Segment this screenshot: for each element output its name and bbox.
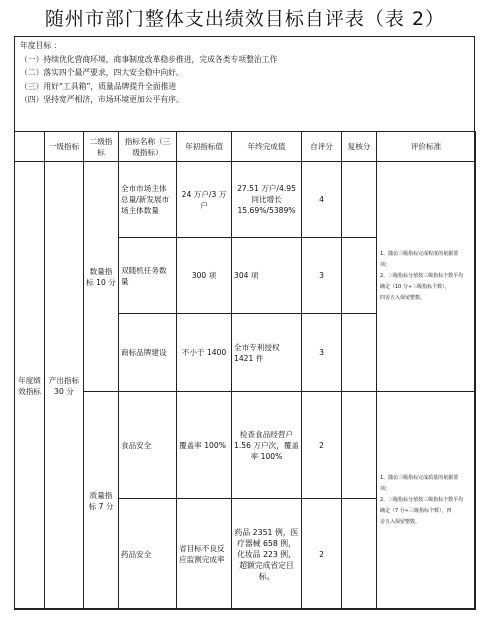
header-level3: 指标名称（三级指标）: [119, 132, 177, 162]
empty-header-cell: [15, 132, 45, 162]
self-score: 4: [302, 162, 342, 238]
goals-label: 年度目标 ：: [20, 41, 62, 50]
standard-line: 四舍五入保留整数。: [380, 295, 426, 301]
table-header-row: [15, 132, 476, 162]
self-score: 3: [302, 314, 342, 392]
standard-line: 2、三级指标分值按三级指标个数平均: [380, 273, 464, 279]
standard-quantity: [377, 162, 476, 392]
indicator-name: 食品安全: [119, 392, 177, 499]
group-quantity-label: 数量指标 10 分: [84, 162, 119, 392]
header-level1: 一级指标: [45, 132, 84, 162]
standard-line: 1、随访三级指标完成质量的依据要: [380, 475, 459, 481]
final-value: 27.51 万户/4.95 同比增长 15.69%/5389%: [232, 162, 302, 238]
final-value: 药品 2351 例，医疗器械 658 例，化妆品 223 例，超额完成省定目标。: [232, 499, 302, 610]
indicator-name: 双随机任务数量: [119, 238, 177, 314]
indicator-table: [14, 131, 476, 610]
final-value: 全市专利授权 1421 件: [232, 314, 302, 392]
review-score: [342, 392, 377, 499]
standard-line: 舍五入保留整数。: [380, 519, 421, 525]
header-self-score: 自评分: [302, 132, 342, 162]
final-value: 304 项: [232, 238, 302, 314]
goal-item-4: （四）坚持宽严相济，市场环境更加公平有序。: [20, 95, 184, 105]
standard-line: 确定（7 分÷三级指标个数），四: [380, 508, 452, 514]
header-final: 年终完成值: [232, 132, 302, 162]
indicator-name: 药品安全: [119, 499, 177, 610]
self-score: 2: [302, 499, 342, 610]
level1-output-indicator: 产出指标 30 分: [45, 162, 84, 610]
review-score: [342, 499, 377, 610]
standard-line: 2、三级指标分值按三级指标个数平均: [380, 497, 464, 503]
standard-line: 项；: [380, 486, 391, 492]
initial-value: 省目标不良反应监测完成率: [177, 499, 232, 610]
initial-value: 不小于 1400: [177, 314, 232, 392]
review-score: [342, 314, 377, 392]
initial-value: 300 项: [177, 238, 232, 314]
indicator-name: 全市市场主体总量/新发展市场主体数量: [119, 162, 177, 238]
self-score: 2: [302, 392, 342, 499]
standard-quality: [377, 392, 476, 610]
header-level2: 二级指标: [84, 132, 119, 162]
group-quality-label: 质量指标 7 分: [84, 392, 119, 610]
initial-value: 24 万户/3 万户: [177, 162, 232, 238]
indicator-name: 商标品牌建设: [119, 314, 177, 392]
self-score: 3: [302, 238, 342, 314]
table-row: [15, 392, 476, 499]
header-standard: 评价标准: [377, 132, 476, 162]
goal-item-1: （一）持续优化营商环境，商事制度改革稳步推进，完成各类专项整治工作: [20, 54, 278, 64]
annual-goals-section: [14, 36, 475, 132]
annual-performance-label: 年度绩效指标: [15, 162, 45, 610]
review-score: [342, 162, 377, 238]
goal-item-3: （三）用好“工具箱”，质量品牌提升全面推进: [20, 81, 177, 91]
table-row: [15, 162, 476, 238]
page-title: 随州市部门整体支出绩效目标自评表（表 2）: [44, 8, 446, 30]
header-initial: 年初指标值: [177, 132, 232, 162]
standard-line: 1、随访三级指标完成程度的依据要: [380, 251, 459, 257]
final-value: 检查食品经营户 1.56 万户次，覆盖率 100%: [232, 392, 302, 499]
initial-value: 覆盖率 100%: [177, 392, 232, 499]
standard-line: 确定（10 分÷三级指标个数），: [380, 284, 450, 290]
header-review-score: 复核分: [342, 132, 377, 162]
standard-line: 项；: [380, 262, 391, 268]
goal-item-2: （二）落实四个最严要求，四大安全稳中向好。: [20, 68, 184, 78]
review-score: [342, 238, 377, 314]
